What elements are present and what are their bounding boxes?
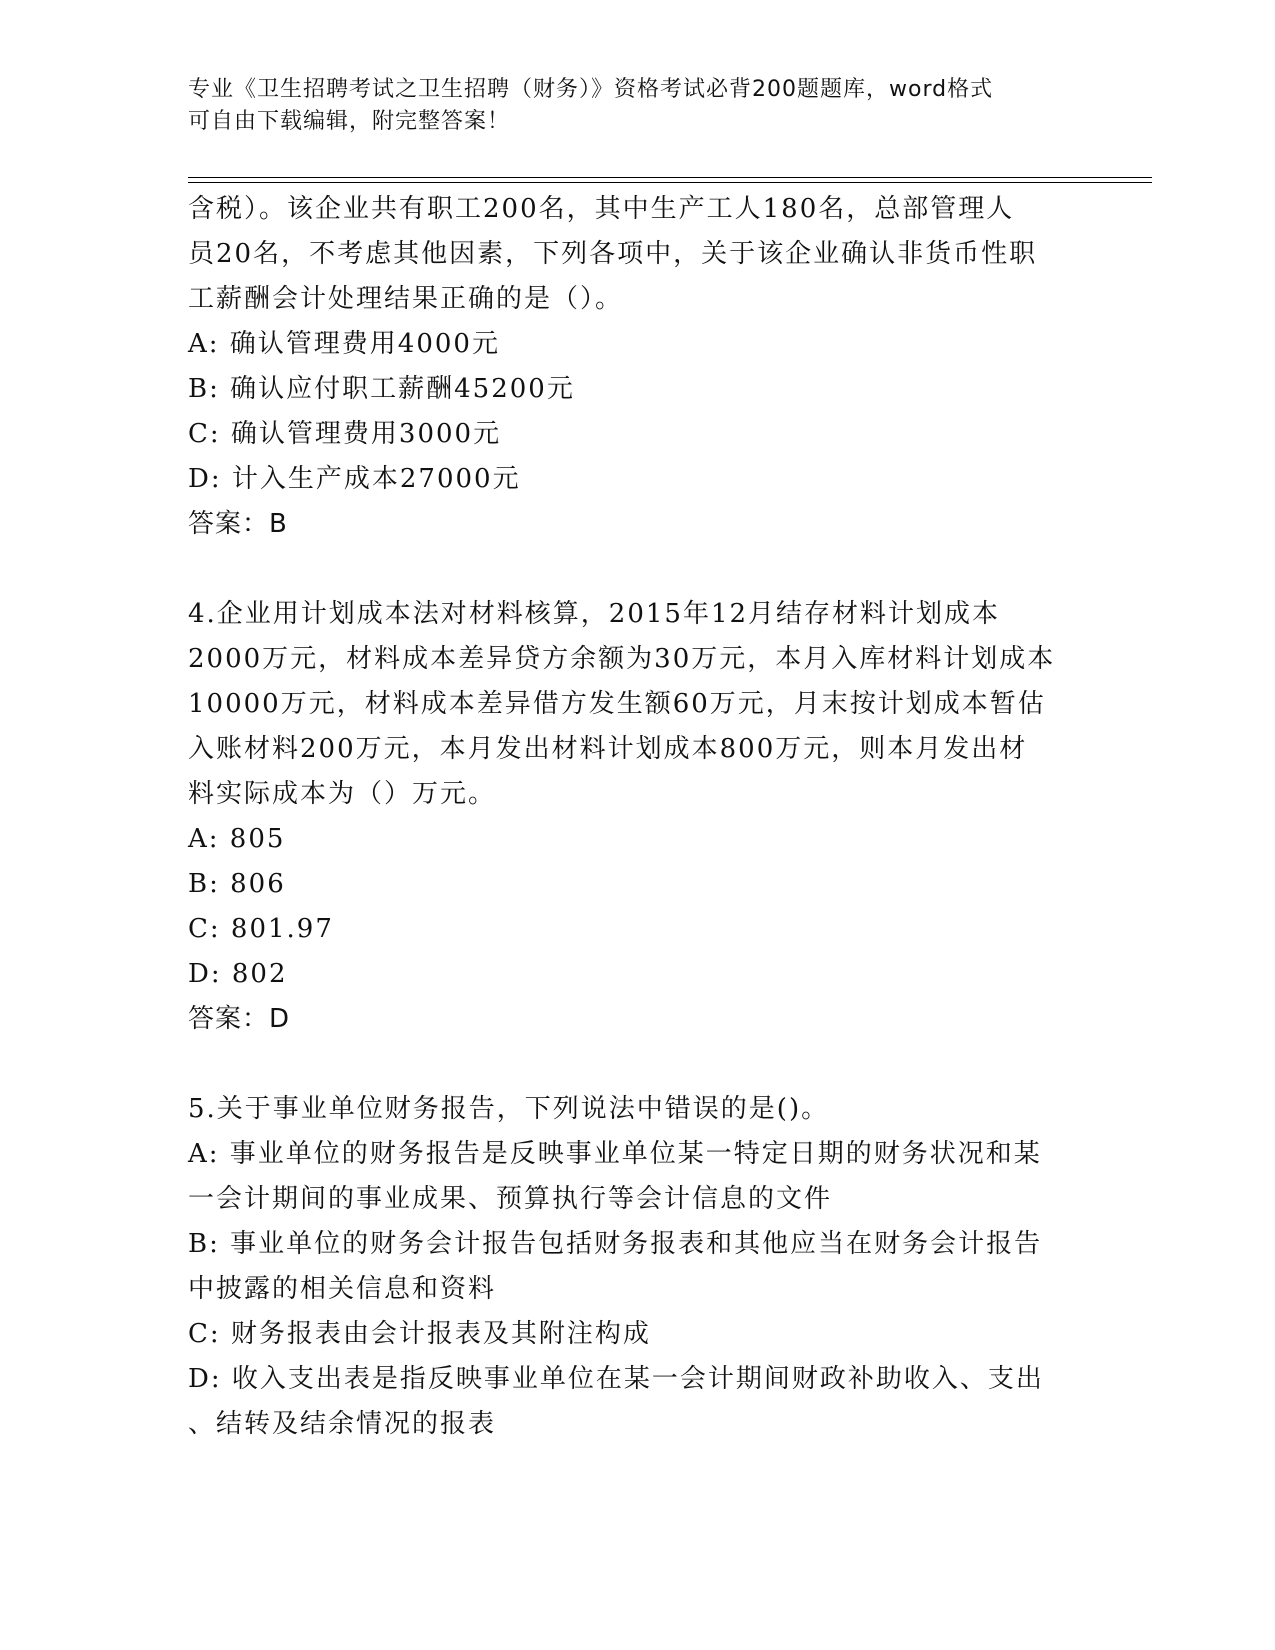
header-line-2: 可自由下载编辑，附完整答案！: [188, 109, 511, 134]
option-a: A: 确认管理费用4000元: [188, 329, 500, 359]
option-d: D: 计入生产成本27000元: [188, 464, 521, 494]
header-rule-bottom: [188, 182, 1152, 183]
option-d: D: 802: [188, 959, 288, 989]
option-b: B: 806: [188, 869, 286, 899]
option-c: C: 确认管理费用3000元: [188, 419, 502, 449]
header-line-1: 专业《卫生招聘考试之卫生招聘（财务）》资格考试必背200题题库，word格式: [188, 77, 994, 102]
option-a-line-1: A: 事业单位的财务报告是反映事业单位某一特定日期的财务状况和某: [188, 1139, 1042, 1169]
question-stem-line: 工薪酬会计处理结果正确的是（）。: [188, 284, 624, 314]
option-a: A: 805: [188, 824, 286, 854]
question-stem-line: 5.关于事业单位财务报告，下列说法中错误的是()。: [188, 1094, 830, 1124]
question-stem-line: 4.企业用计划成本法对材料核算，2015年12月结存材料计划成本: [188, 599, 1001, 629]
option-b-line-1: B: 事业单位的财务会计报告包括财务报表和其他应当在财务会计报告: [188, 1229, 1043, 1259]
option-d-line-2: 、结转及结余情况的报表: [188, 1409, 497, 1439]
answer-label: 答案：B: [188, 509, 288, 539]
question-stem-line: 2000万元，材料成本差异贷方余额为30万元，本月入库材料计划成本: [188, 644, 1056, 674]
spacer: [188, 1042, 1088, 1087]
option-a-line-2: 一会计期间的事业成果、预算执行等会计信息的文件: [188, 1184, 833, 1214]
spacer: [188, 547, 1088, 592]
header-rule-top: [188, 177, 1152, 178]
document-header: [188, 74, 1088, 138]
answer-label: 答案：D: [188, 1004, 291, 1034]
question-stem-line: 含税）。该企业共有职工200名，其中生产工人180名，总部管理人: [188, 194, 1015, 224]
question-stem-line: 入账材料200万元，本月发出材料计划成本800万元，则本月发出材: [188, 734, 1028, 764]
option-d-line-1: D: 收入支出表是指反映事业单位在某一会计期间财政补助收入、支出: [188, 1364, 1044, 1394]
option-b: B: 确认应付职工薪酬45200元: [188, 374, 575, 404]
question-3: [188, 187, 1088, 547]
option-b-line-2: 中披露的相关信息和资料: [188, 1274, 497, 1304]
question-stem-line: 10000万元，材料成本差异借方发生额60万元，月末按计划成本暂估: [188, 689, 1046, 719]
question-stem-line: 料实际成本为（）万元。: [188, 779, 497, 809]
question-4: [188, 592, 1088, 1042]
question-5: [188, 1087, 1088, 1447]
question-stem-line: 员20名，不考虑其他因素，下列各项中，关于该企业确认非货币性职: [188, 239, 1038, 269]
option-c: C: 801.97: [188, 914, 334, 944]
option-c: C: 财务报表由会计报表及其附注构成: [188, 1319, 651, 1349]
document-body: [188, 187, 1088, 1447]
